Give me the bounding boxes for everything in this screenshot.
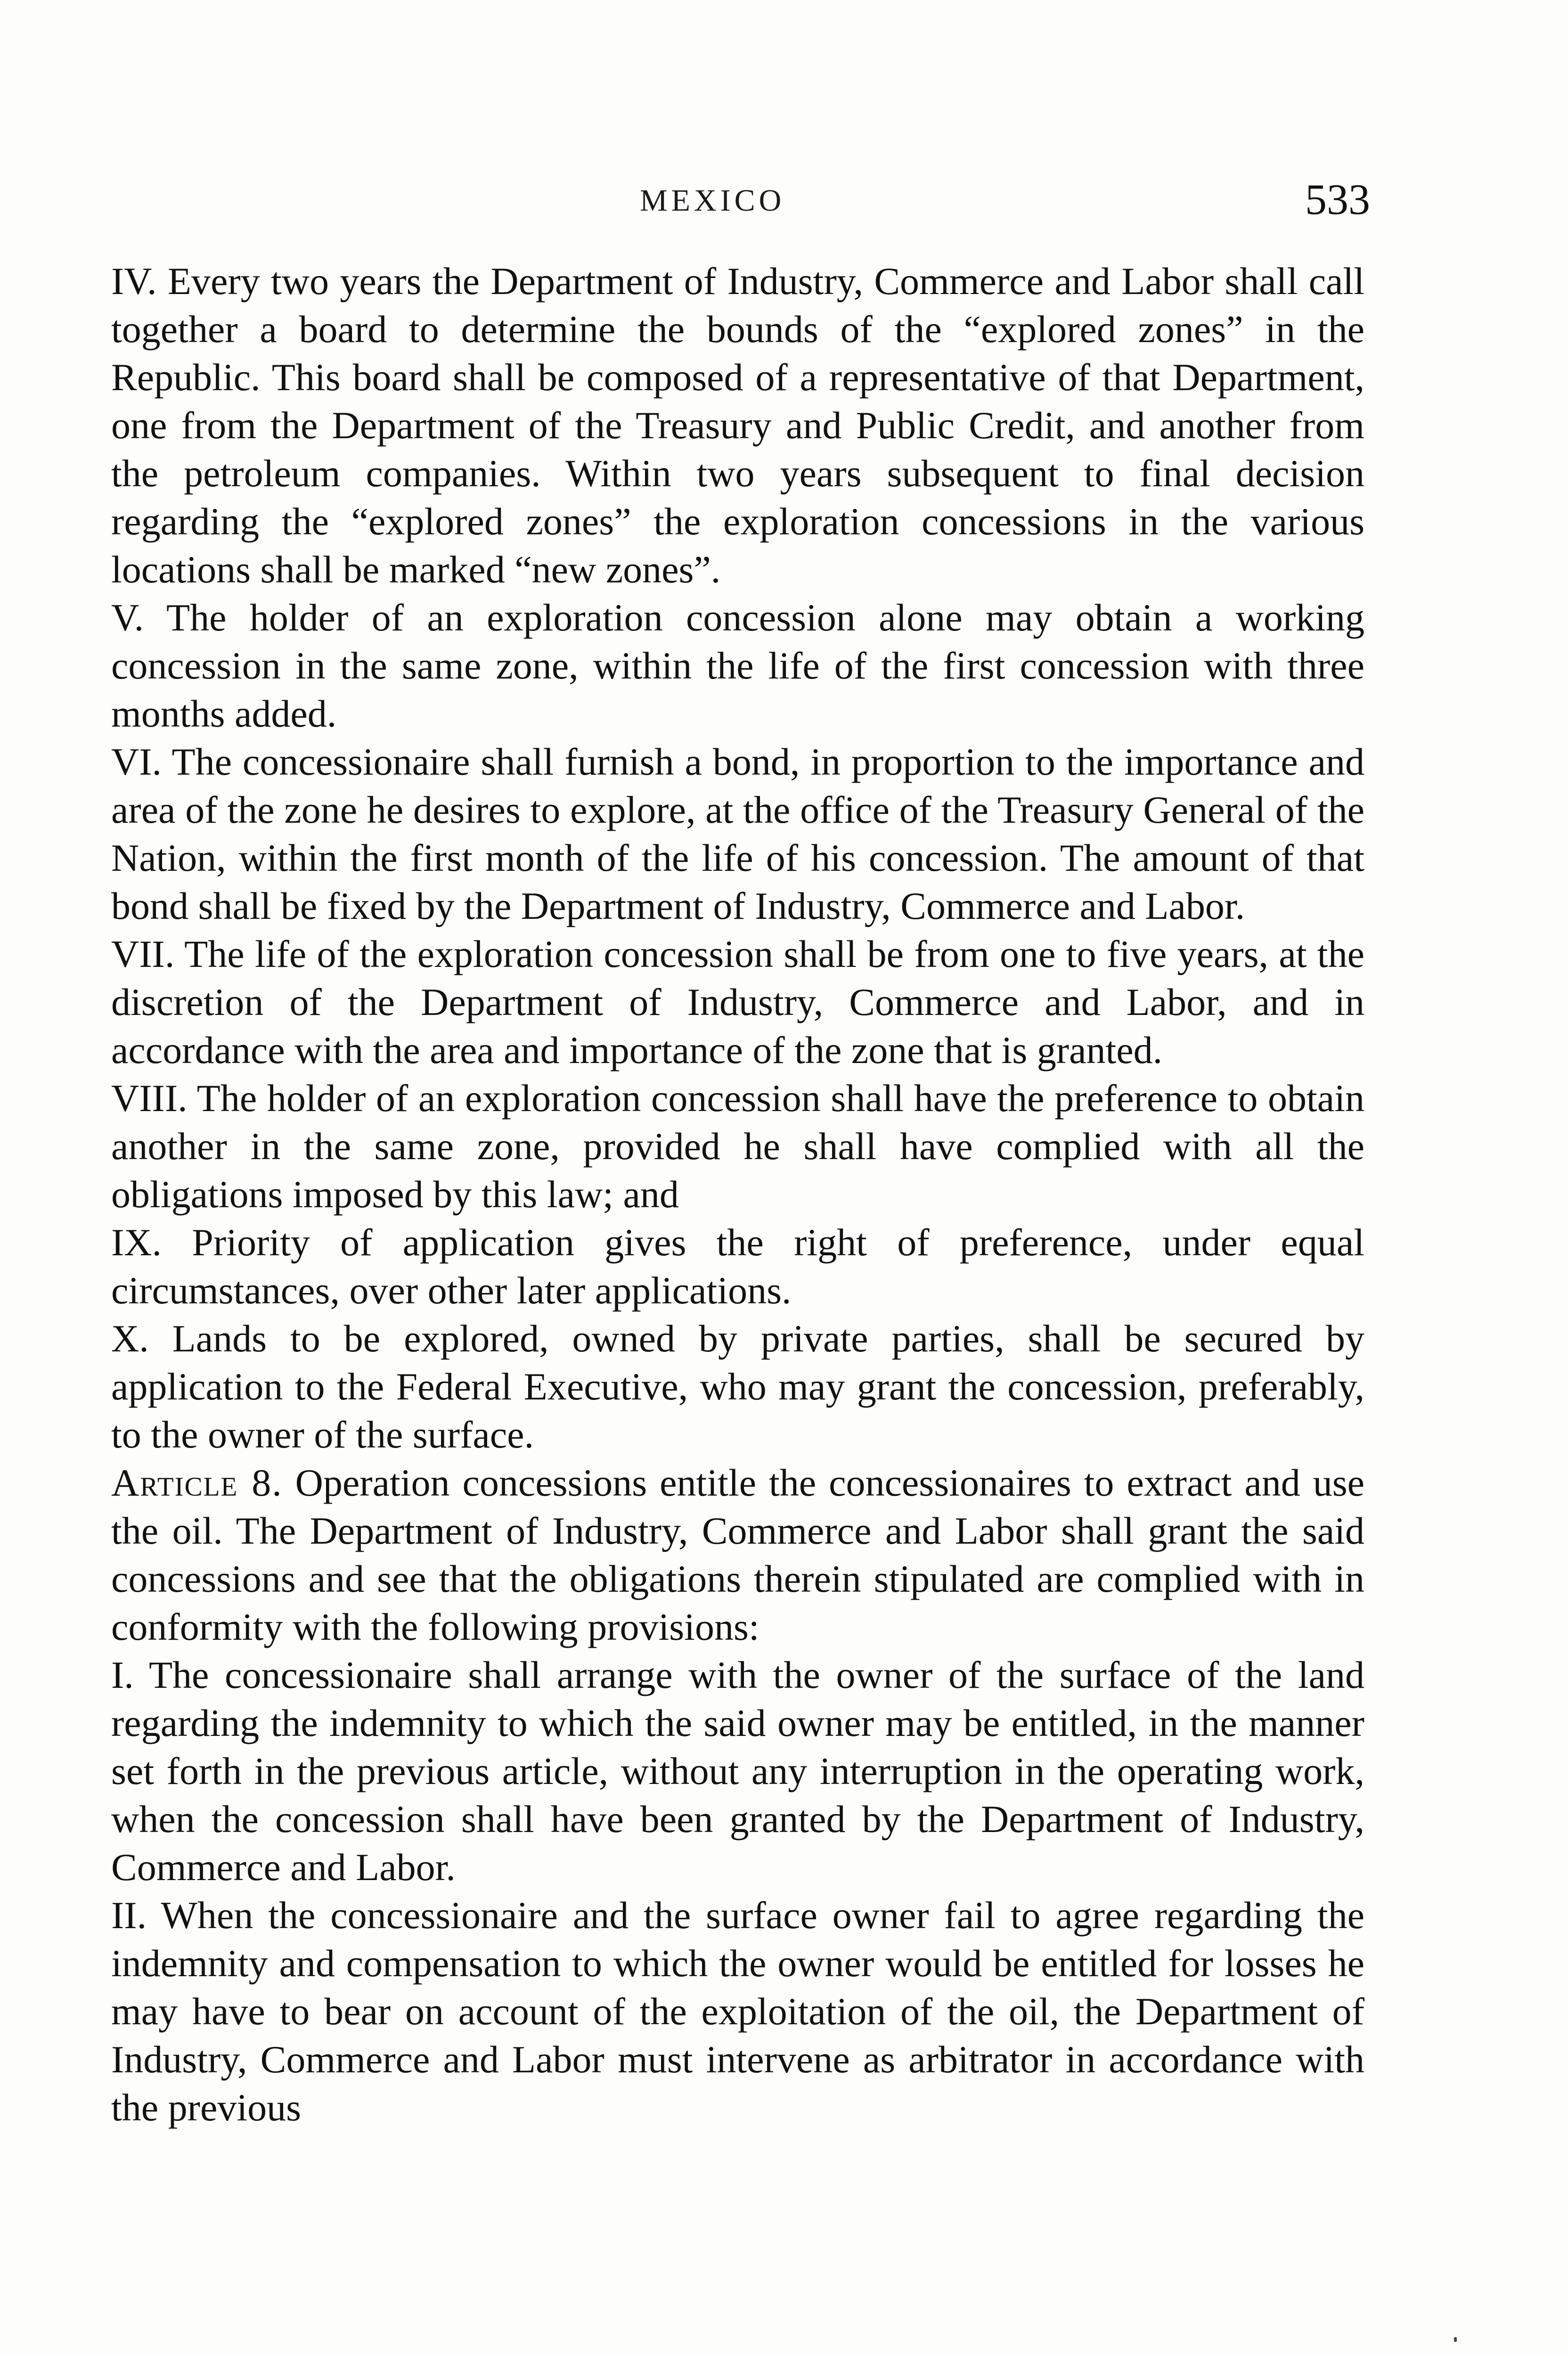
section-title: MEXICO <box>640 183 785 218</box>
paragraph-i <box>111 1651 1364 1891</box>
clause-label: II. <box>111 1894 147 1937</box>
clause-label: IV. <box>111 260 157 303</box>
paragraph-vi <box>111 738 1364 930</box>
paragraph-vii <box>111 930 1364 1074</box>
paragraph-ix <box>111 1219 1364 1315</box>
clause-label: VIII. <box>111 1077 188 1120</box>
clause-label: VI. <box>111 740 162 783</box>
clause-label: IX. <box>111 1221 162 1264</box>
clause-text: Priority of application gives the right of preference, under equal circumstances, over other later applications. <box>111 1221 1364 1312</box>
clause-label: I. <box>111 1653 134 1696</box>
scan-speck <box>1454 2337 1457 2342</box>
clause-label: X. <box>111 1317 149 1360</box>
running-head <box>111 174 1370 226</box>
clause-text: Lands to be explored, owned by private parties, shall be secured by application to the Federal Executive, who may grant the concession, preferably, to the owner of the surface. <box>111 1317 1364 1456</box>
paragraph-viii <box>111 1074 1364 1219</box>
article-text: Operation concessions entitle the concessionaires to extract and use the oil. The Department of Industry, Commerce and Labor shall grant the said concessions and see that the obligations therein stipulated are complied with in conformity with the following provisions: <box>111 1461 1365 1648</box>
clause-text: The concessionaire shall arrange with the owner of the surface of the land regarding the indemnity to which the said owner may be entitled, in the manner set forth in the previous article, without any interruption in the operating work, when the concession shall have been granted by the Department of Industry, Commerce and Labor. <box>111 1653 1364 1889</box>
paragraph-article-8 <box>111 1459 1364 1651</box>
paragraph-v <box>111 594 1364 738</box>
paragraph-ii <box>111 1891 1364 2132</box>
clause-text: The holder of an exploration concession alone may obtain a working concession in the same zone, within the life of the first concession with three months added. <box>111 596 1364 735</box>
clause-text: The holder of an exploration concession shall have the preference to obtain another in the same zone, provided he shall have complied with all the obligations imposed by this law; and <box>111 1077 1364 1216</box>
article-label: Article 8. <box>111 1461 283 1504</box>
clause-label: VII. <box>111 933 175 975</box>
clause-text: The concessionaire shall furnish a bond, in proportion to the importance and area of the zone he desires to explore, at the office of the Treasury General of the Nation, within the first month of the life of his concession. The amount of that bond shall be fixed by the Department of Industry, Commerce and Labor. <box>111 740 1364 927</box>
clause-text: Every two years the Department of Industry, Commerce and Labor shall call together a board to determine the bounds of the “explored zones” in the Republic. This board shall be composed of a representative of that Department, one from the Department of the Treasury and Public Credit, and another from the petroleum companies. Within two years subsequent to final decision regarding the “explored zones” the exploration concessions in the various locations shall be marked “new zones”. <box>111 260 1365 591</box>
clause-text: When the concessionaire and the surface owner fail to agree regarding the indemnity and compensation to which the owner would be entitled for losses he may have to bear on account of the exploitation of the oil, the Department of Industry, Commerce and Labor must intervene as arbitrator in accordance with the previous <box>111 1894 1364 2129</box>
body-text <box>111 257 1364 2132</box>
paragraph-x <box>111 1315 1364 1459</box>
clause-text: The life of the exploration concession shall be from one to five years, at the discretion of the Department of Industry, Commerce and Labor, and in accordance with the area and importance of the zone that is granted. <box>111 933 1364 1072</box>
paragraph-iv <box>111 257 1364 594</box>
clause-label: V. <box>111 596 144 639</box>
page-number: 533 <box>1305 175 1370 223</box>
